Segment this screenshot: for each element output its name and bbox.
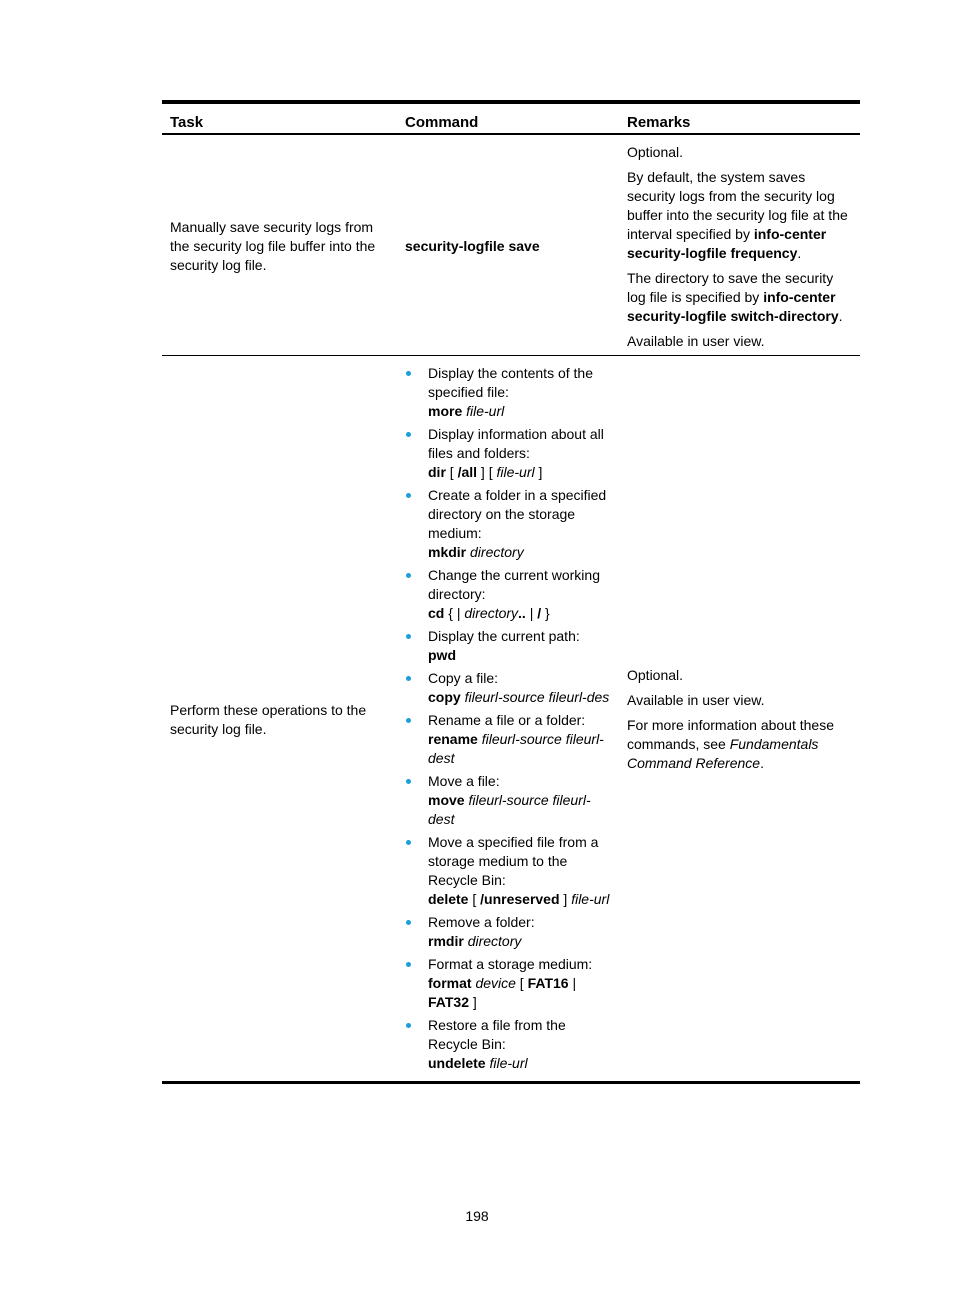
remark-optional: Optional. (627, 667, 684, 683)
command-keyword: mkdir (428, 544, 467, 560)
command-syntax: [ (468, 891, 481, 907)
command-keyword: cd (428, 605, 445, 621)
list-item (405, 711, 611, 768)
command-argument: fileurl-source fileurl-dest (428, 731, 604, 766)
command-keyword: undelete (428, 1055, 486, 1071)
command-syntax: ] (468, 994, 477, 1010)
command-cell (397, 134, 619, 356)
command-keyword: FAT32 (428, 994, 469, 1010)
command-argument: directory (467, 933, 522, 949)
bullet-icon (406, 371, 411, 376)
table-row (162, 356, 860, 1083)
command-syntax-line (428, 463, 611, 482)
bullet-icon (406, 493, 411, 498)
list-item (405, 425, 611, 482)
remarks-cell (619, 356, 860, 1083)
command-keyword: rmdir (428, 933, 464, 949)
command-syntax-line (428, 402, 611, 421)
command-syntax-line (428, 646, 611, 665)
command-argument: directory (464, 605, 519, 621)
command-keyword: delete (428, 891, 469, 907)
bullet-icon (406, 573, 411, 578)
list-item (405, 486, 611, 562)
command-syntax-line (428, 791, 611, 829)
remark-command: info-center security-logfile switch-directory (627, 289, 839, 324)
command-argument: directory (470, 544, 524, 560)
bullet-icon (406, 1023, 411, 1028)
command-syntax: [ (445, 464, 458, 480)
command-description: Change the current working directory: (428, 567, 600, 602)
command-argument: file-url (489, 1055, 528, 1071)
command-keyword: pwd (428, 647, 456, 663)
command-argument: device (475, 975, 516, 991)
bullet-icon (406, 962, 411, 967)
list-item (405, 364, 611, 421)
remark-text: The directory to save the security log file is specified by (627, 270, 834, 305)
list-item (405, 913, 611, 951)
bullet-icon (406, 676, 411, 681)
list-item (405, 955, 611, 1012)
command-keyword: rename (428, 731, 478, 747)
command-keyword: FAT16 (527, 975, 569, 991)
bullet-icon (406, 432, 411, 437)
command-description: Move a specified file from a storage medium to the Recycle Bin: (428, 834, 599, 888)
command-syntax-line (428, 543, 611, 562)
remark-view: Available in user view. (627, 333, 765, 349)
command-keyword: move (428, 792, 465, 808)
command-list (405, 364, 611, 1073)
remark-text: . (838, 308, 843, 324)
remarks-cell (619, 134, 860, 356)
command-keyword: copy (428, 689, 461, 705)
command-syntax-line (428, 730, 611, 768)
command-option: /unreserved (480, 891, 560, 907)
command-keyword: / (537, 605, 542, 621)
command-syntax-line (428, 974, 611, 1012)
command-syntax: ] (559, 891, 572, 907)
command-keyword: dir (428, 464, 446, 480)
command-keyword: format (428, 975, 472, 991)
command-argument: fileurl-source fileurl-des (464, 689, 610, 705)
bullet-icon (406, 920, 411, 925)
command-description: Display the contents of the specified file: (428, 365, 593, 400)
header-command: Command (397, 102, 619, 134)
command-description: Move a file: (428, 773, 500, 789)
command-description: Format a storage medium: (428, 956, 593, 972)
command-syntax: | (456, 605, 465, 621)
bullet-icon (406, 840, 411, 845)
command-syntax-line (428, 890, 611, 909)
remark-directory (627, 269, 852, 326)
list-item (405, 669, 611, 707)
remark-command: info-center security-logfile frequency (627, 226, 827, 261)
remark-text: . (797, 245, 802, 261)
command-description: Remove a folder: (428, 914, 535, 930)
bullet-icon (406, 634, 411, 639)
remark-more-info (627, 716, 852, 773)
header-remarks: Remarks (619, 102, 860, 134)
command-argument: file-url (496, 464, 535, 480)
command-syntax: ] [ (477, 464, 497, 480)
command-syntax-line (428, 604, 611, 623)
bullet-icon (406, 718, 411, 723)
command-keyword: .. (518, 605, 526, 621)
table-header-row (162, 102, 860, 134)
command-description: Display information about all files and folders: (428, 426, 604, 461)
command-syntax: | (525, 605, 538, 621)
remark-text: By default, the system saves security logs from the security log buffer into the security log file at the interval specified by (627, 169, 848, 242)
list-item (405, 772, 611, 829)
remark-reference: Fundamentals Command Reference (627, 736, 819, 771)
task-cell: Perform these operations to the security log file. (170, 701, 367, 737)
command-syntax-line (428, 688, 611, 707)
command-syntax-line (428, 932, 611, 951)
command-description: Display the current path: (428, 628, 580, 644)
list-item (405, 627, 611, 665)
list-item (405, 1016, 611, 1073)
list-item (405, 833, 611, 909)
command-description: Restore a file from the Recycle Bin: (428, 1017, 566, 1052)
list-item (405, 566, 611, 623)
command-cell (397, 356, 619, 1083)
remark-text: For more information about these commands, see (627, 717, 834, 752)
command-syntax: } (541, 605, 550, 621)
command-table (162, 100, 860, 1084)
command-option: /all (457, 464, 478, 480)
command-argument: file-url (571, 891, 610, 907)
command-keyword: security-logfile save (405, 237, 540, 254)
command-description: Create a folder in a specified directory on the storage medium: (428, 487, 607, 541)
command-syntax: | (568, 975, 577, 991)
command-description: Rename a file or a folder: (428, 712, 586, 728)
remark-default (627, 168, 852, 263)
command-syntax: [ (515, 975, 528, 991)
remark-text: . (760, 755, 764, 771)
command-syntax: ] (534, 464, 543, 480)
command-syntax: { (444, 605, 457, 621)
command-argument: fileurl-source fileurl-dest (428, 792, 591, 827)
command-syntax-line (428, 1054, 611, 1073)
command-description: Copy a file: (428, 670, 499, 686)
header-task: Task (162, 102, 397, 134)
command-argument: file-url (466, 403, 505, 419)
command-keyword: more (428, 403, 463, 419)
table-row (162, 134, 860, 356)
remark-optional: Optional. (627, 144, 684, 160)
remark-view: Available in user view. (627, 692, 765, 708)
bullet-icon (406, 779, 411, 784)
page-number: 198 (465, 1208, 489, 1224)
task-cell: Manually save security logs from the security log file buffer into the security log file. (162, 134, 397, 356)
